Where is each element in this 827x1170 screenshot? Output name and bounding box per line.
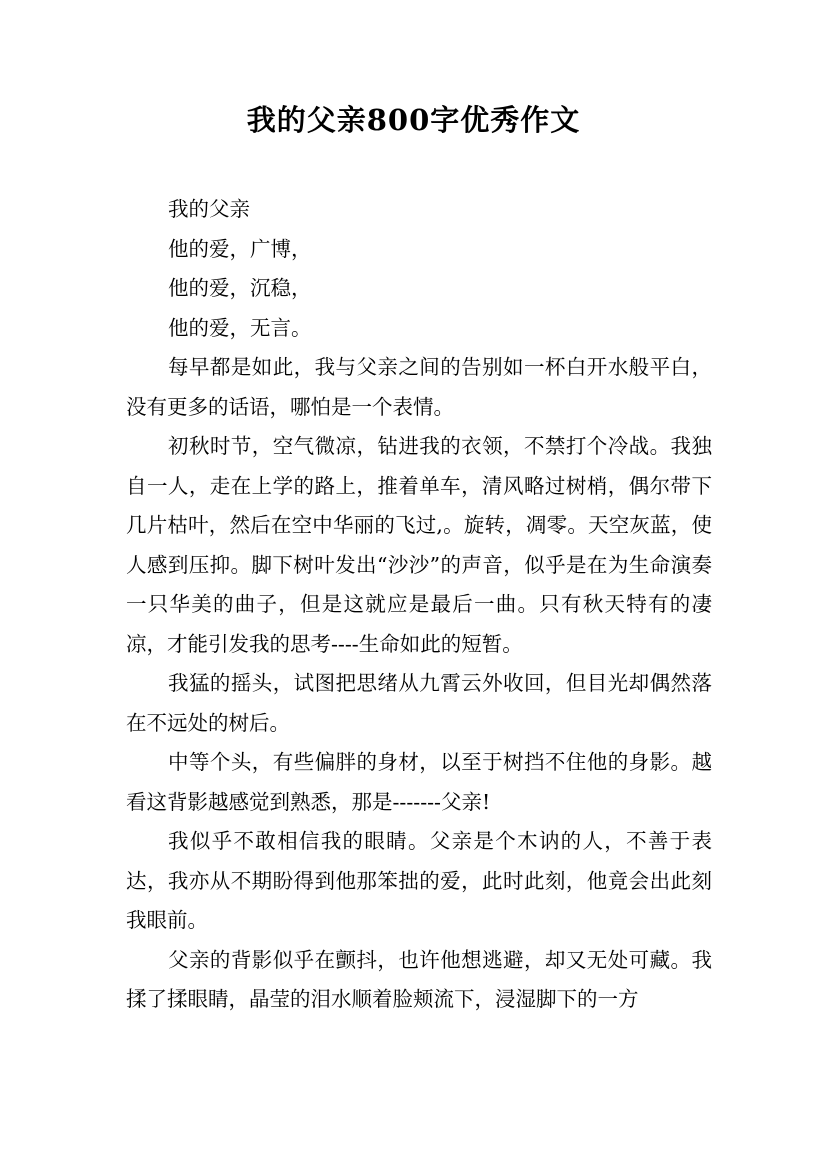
poem-line: 他的爱，广博， [168,236,312,261]
paragraph: 初秋时节，空气微凉，钻进我的衣领，不禁打个冷战。我独自一人，走在上学的路上，推着单车，清风略过树梢，偶尔带下几片枯叶，然后在空中华丽的飞过,。旋转，凋零。天空灰蓝，使人感到压抑。脚下树叶发出“沙沙”的声音，似乎是在为生命演奏一只华美的曲子，但是这就应是最后一曲。只有秋天特有的凄凉，才能引发我的思考----生命如此的短暂。 [126,434,712,656]
document-body [126,190,712,1020]
paragraph: 我似乎不敢相信我的眼睛。父亲是个木讷的人，不善于表达，我亦从不期盼得到他那笨拙的爱，此时此刻，他竟会出此刻我眼前。 [126,829,712,932]
paragraph: 中等个头，有些偏胖的身材，以至于树挡不住他的身影。越看这背影越感觉到熟悉，那是-------父亲! [126,750,712,814]
poem-line: 他的爱，无言。 [168,315,312,340]
poem-line: 他的爱，沉稳， [168,276,312,300]
paragraph: 每早都是如此，我与父亲之间的告别如一杯白开水般平白，没有更多的话语，哪怕是一个表情。 [126,355,712,419]
document-title: 我的父亲800字优秀作文 [246,103,581,137]
paragraph-heading: 我的父亲 [168,197,251,221]
paragraph: 父亲的背影似乎在颤抖，也许他想逃避，却又无处可藏。我揉了揉眼睛，晶莹的泪水顺着脸颊流下，浸湿脚下的一方 [126,947,712,1011]
paragraph: 我猛的摇头，试图把思绪从九霄云外收回，但目光却偶然落在不远处的树后。 [126,671,712,735]
